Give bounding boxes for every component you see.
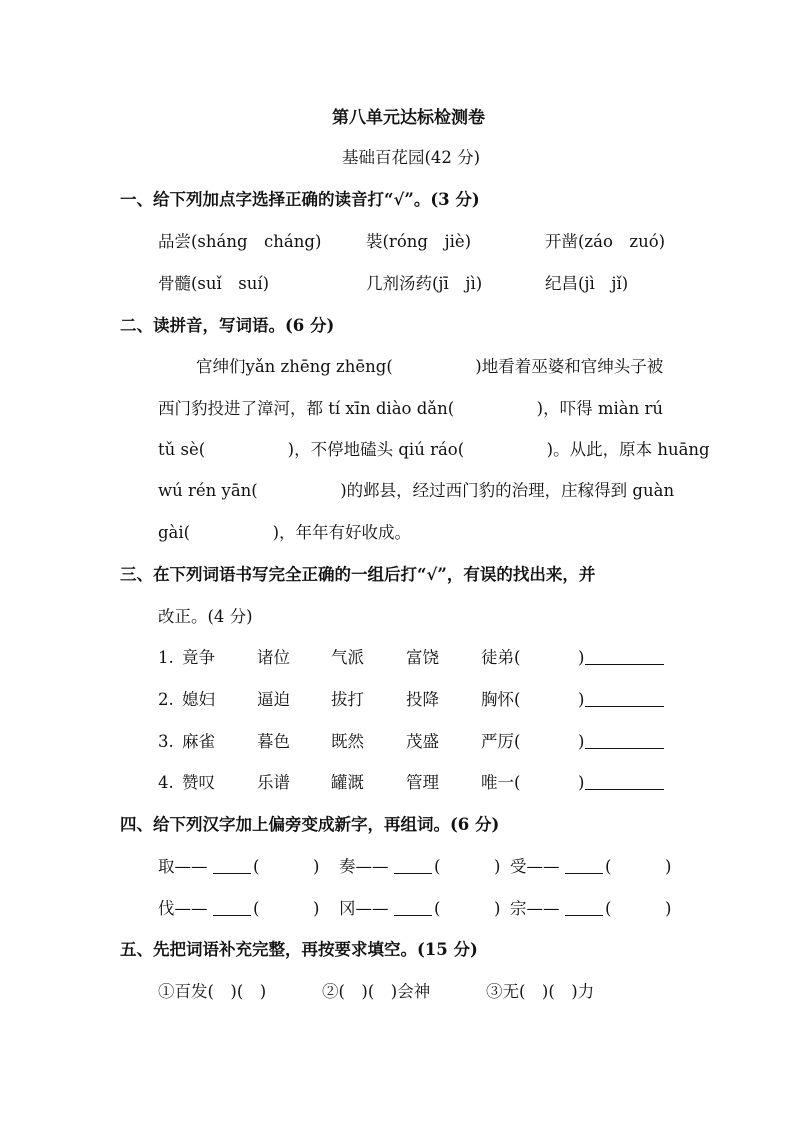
- q2-passage-line: 官绅们yǎn zhēng zhēng( )地看着巫婆和官绅头子被: [196, 357, 664, 376]
- q1-option: 裝(róng jiè): [366, 232, 472, 251]
- q3-word: 徒弟(: [481, 648, 521, 667]
- q4-base-char: 冈——: [339, 899, 389, 918]
- q4-paren-close: ): [494, 899, 501, 918]
- q3-row-number: 2.: [158, 690, 174, 709]
- q3-word: 诸位: [257, 648, 290, 667]
- q3-answer-line[interactable]: [585, 789, 664, 790]
- q4-paren-close: ): [313, 857, 320, 876]
- q4-heading: 四、给下列汉字加上偏旁变成新字，再组词。(6 分): [120, 815, 500, 834]
- q2-heading: 二、读拼音，写词语。(6 分): [120, 316, 335, 335]
- q3-row-number: 1.: [158, 648, 174, 667]
- q3-row-number: 3.: [158, 732, 174, 751]
- page-title: 第八单元达标检测卷: [332, 108, 485, 128]
- q3-answer-line[interactable]: [585, 748, 664, 749]
- q4-base-char: 宗——: [510, 899, 560, 918]
- q3-word: 麻雀: [182, 732, 215, 751]
- q3-paren-close: ): [578, 648, 585, 667]
- page-subtitle: 基础百花园(42 分): [342, 148, 481, 167]
- q2-passage-line: wú rén yān( )的邺县，经过西门豹的治理，庄稼得到 guàn: [158, 481, 675, 500]
- q3-word: 赞叹: [182, 773, 215, 792]
- q3-word: 逼迫: [257, 690, 290, 709]
- q3-word: 竟争: [182, 648, 215, 667]
- q3-word: 投降: [406, 690, 439, 709]
- q4-base-char: 取——: [158, 857, 208, 876]
- q2-passage-line: gài( )，年年有好收成。: [158, 523, 412, 542]
- q3-word: 罐溉: [331, 773, 364, 792]
- q3-word: 严厉(: [481, 732, 521, 751]
- q3-heading-cont: 改正。(4 分): [158, 607, 253, 626]
- q1-option: 开凿(záo zuó): [545, 232, 666, 251]
- q2-passage-line: tǔ sè( )，不停地磕头 qiú ráo( )。从此，原本 huāng: [158, 440, 710, 459]
- q3-word: 富饶: [406, 648, 439, 667]
- q4-base-char: 伐——: [158, 899, 208, 918]
- q4-new-char-blank[interactable]: [213, 873, 251, 874]
- q4-paren-open: (: [253, 857, 260, 876]
- q3-word: 暮色: [257, 732, 290, 751]
- q4-paren-close: ): [665, 899, 672, 918]
- q3-paren-close: ): [578, 690, 585, 709]
- q4-new-char-blank[interactable]: [213, 915, 251, 916]
- q4-paren-open: (: [434, 899, 441, 918]
- q4-paren-open: (: [434, 857, 441, 876]
- q4-new-char-blank[interactable]: [565, 915, 603, 916]
- q5-idiom-item: ③无( )( )力: [486, 982, 595, 1001]
- q3-word: 拔打: [331, 690, 364, 709]
- q3-word: 既然: [331, 732, 364, 751]
- q4-new-char-blank[interactable]: [565, 873, 603, 874]
- q3-word: 唯一(: [481, 773, 521, 792]
- q1-option: 品尝(sháng cháng): [158, 232, 322, 251]
- q4-paren-close: ): [494, 857, 501, 876]
- q1-option: 骨髓(suǐ suí): [158, 274, 270, 293]
- q3-word: 胸怀(: [481, 690, 521, 709]
- q1-option: 几剂汤药(jī jì): [366, 274, 483, 293]
- q3-word: 管理: [406, 773, 439, 792]
- q5-idiom-item: ①百发( )( ): [158, 982, 267, 1001]
- q3-heading: 三、在下列词语书写完全正确的一组后打“√”，有误的找出来，并: [120, 565, 596, 584]
- q3-paren-close: ): [578, 773, 585, 792]
- q4-new-char-blank[interactable]: [394, 873, 432, 874]
- q4-new-char-blank[interactable]: [394, 915, 432, 916]
- q4-paren-close: ): [313, 899, 320, 918]
- q3-word: 乐谱: [257, 773, 290, 792]
- q3-word: 茂盛: [406, 732, 439, 751]
- q2-passage-line: 西门豹投进了漳河，都 tí xīn diào dǎn( )，吓得 miàn rú: [158, 399, 663, 418]
- q1-option: 纪昌(jì jǐ): [545, 274, 629, 293]
- q3-answer-line[interactable]: [585, 664, 664, 665]
- q3-answer-line[interactable]: [585, 706, 664, 707]
- q4-base-char: 受——: [510, 857, 560, 876]
- q5-heading: 五、先把词语补充完整，再按要求填空。(15 分): [120, 940, 478, 959]
- q4-base-char: 奏——: [339, 857, 389, 876]
- q3-paren-close: ): [578, 732, 585, 751]
- q3-word: 气派: [331, 648, 364, 667]
- q3-row-number: 4.: [158, 773, 174, 792]
- q1-heading: 一、给下列加点字选择正确的读音打“√”。(3 分): [120, 190, 480, 209]
- q4-paren-open: (: [605, 899, 612, 918]
- q4-paren-open: (: [253, 899, 260, 918]
- q4-paren-open: (: [605, 857, 612, 876]
- q3-word: 媳妇: [182, 690, 215, 709]
- q4-paren-close: ): [665, 857, 672, 876]
- q5-idiom-item: ②( )( )会神: [322, 982, 431, 1001]
